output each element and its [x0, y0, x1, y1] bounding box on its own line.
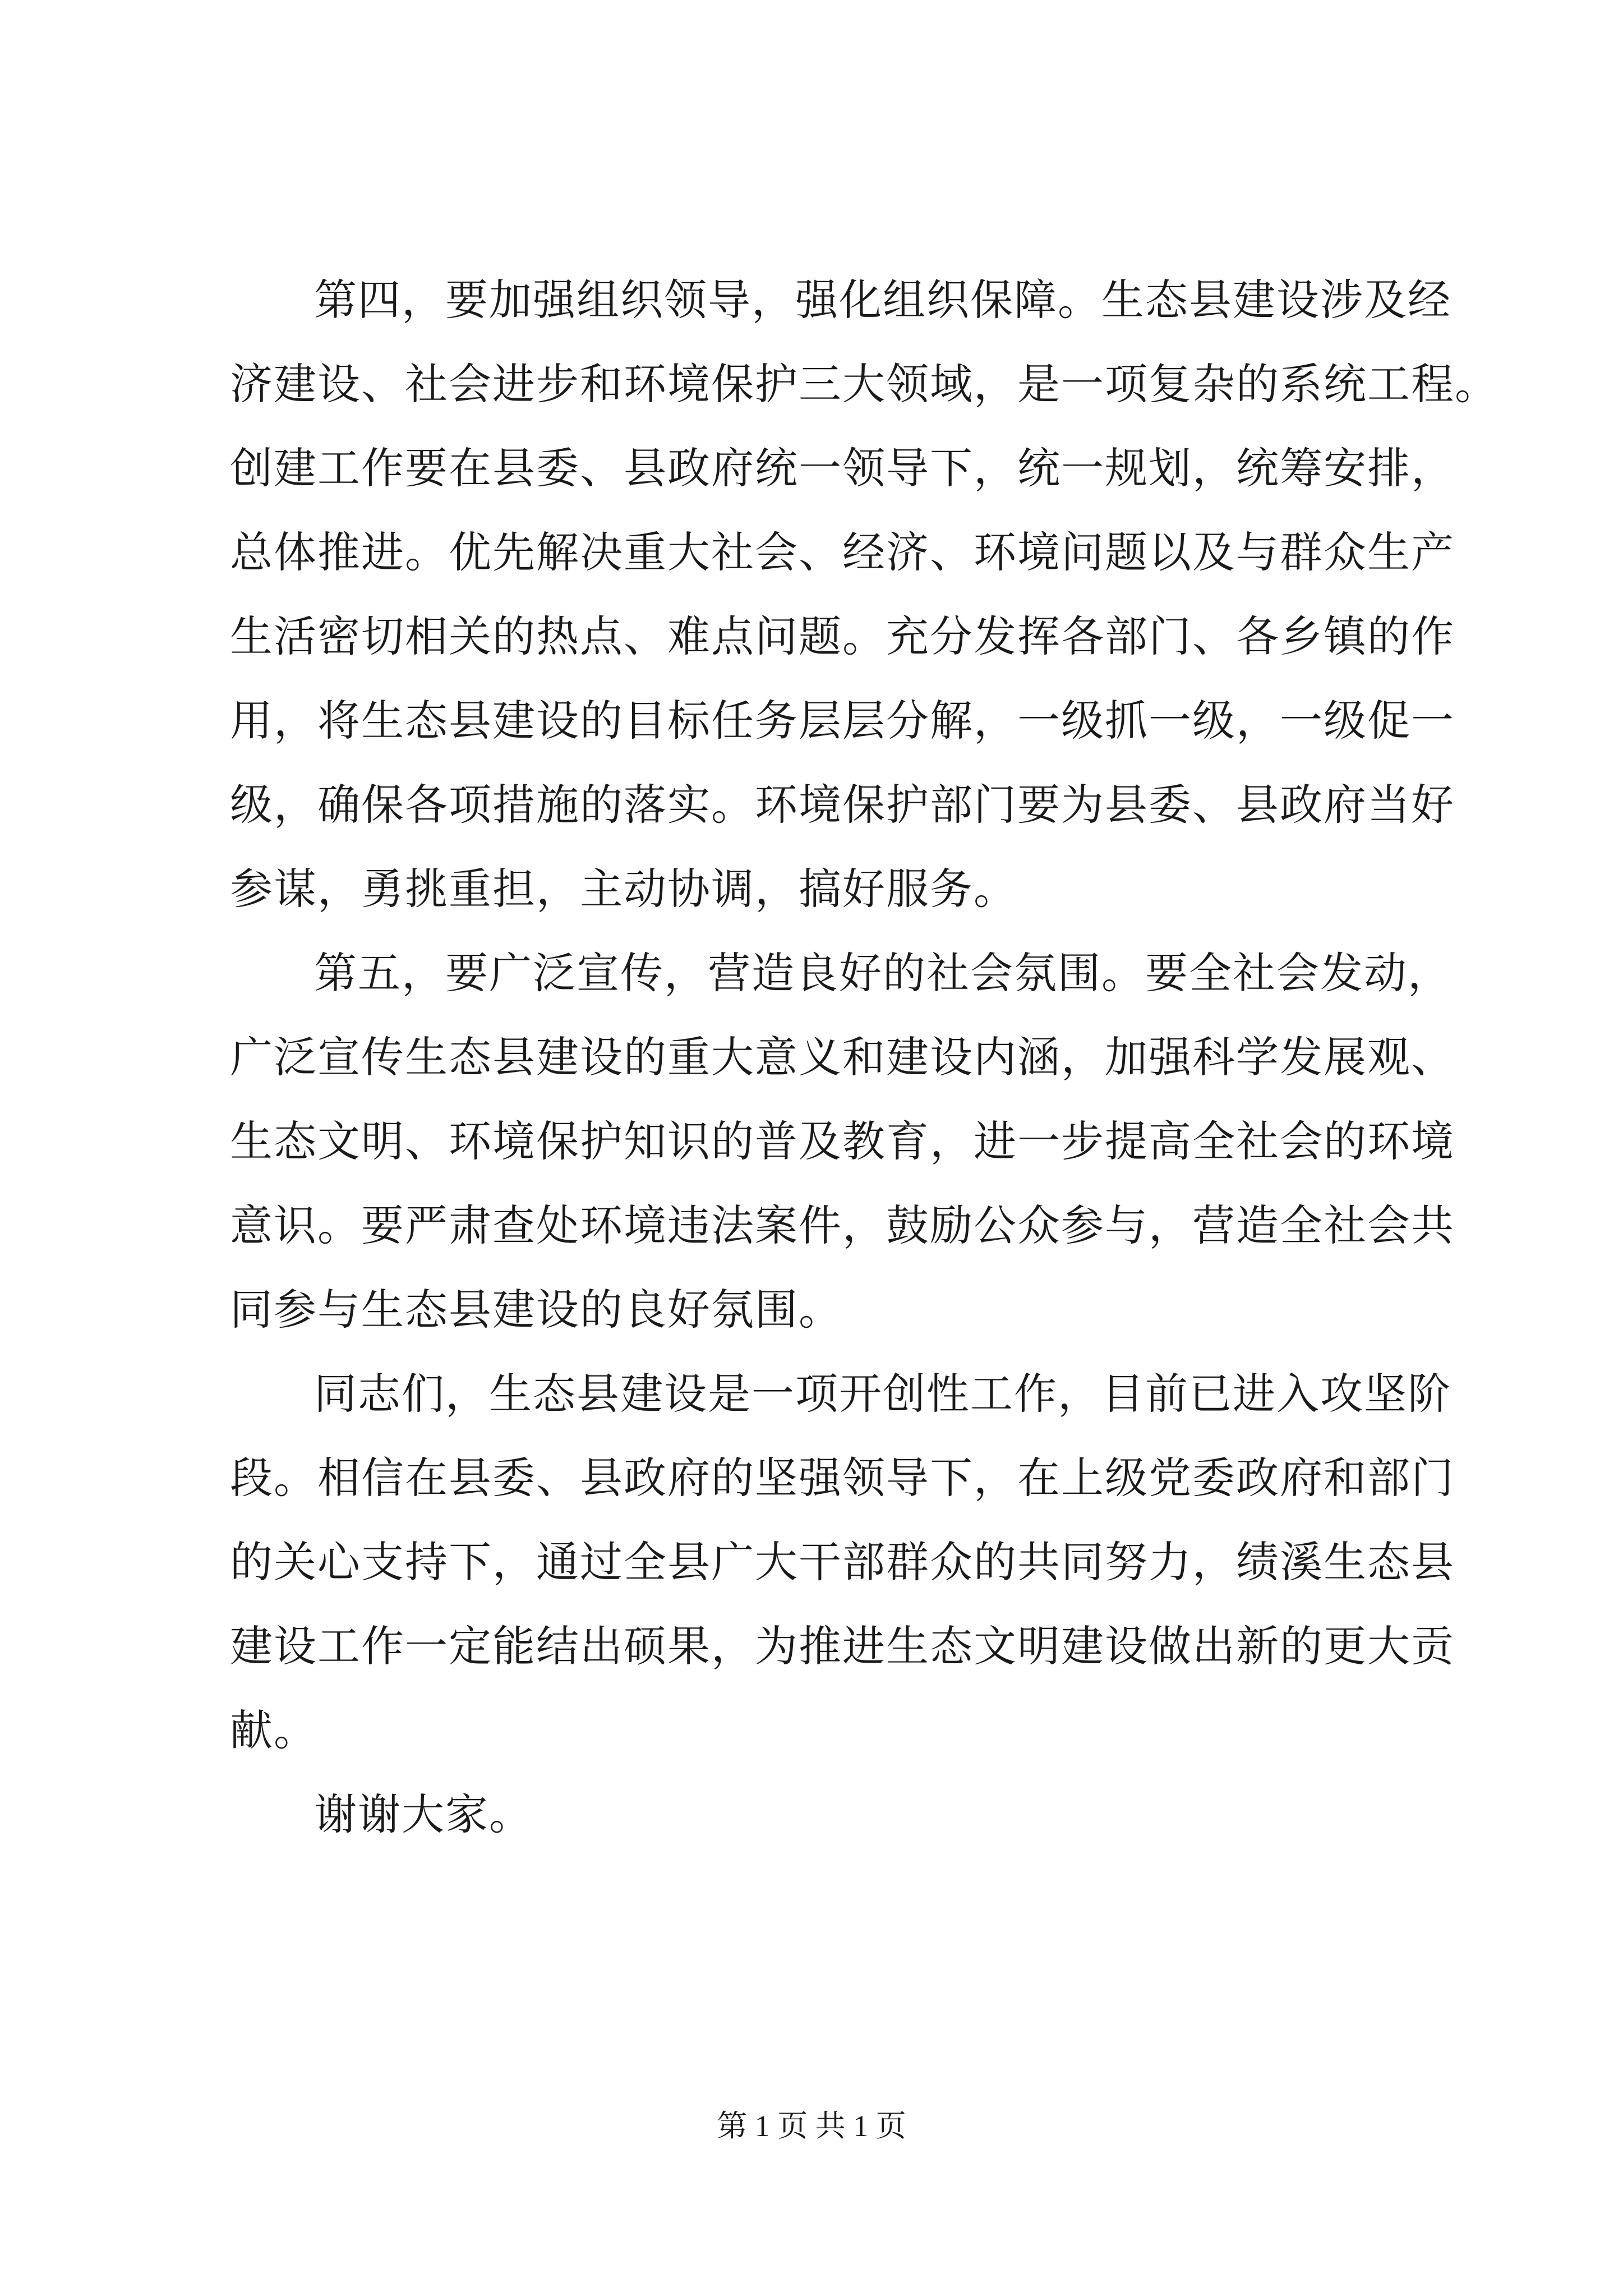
text-line: 级，确保各项措施的落实。环境保护部门要为县委、县政府当好	[230, 780, 1455, 830]
text-line: 广泛宣传生态县建设的重大意义和建设内涵，加强科学发展观、	[230, 1032, 1455, 1082]
text-line: 同志们，生态县建设是一项开创性工作，目前已进入攻坚阶	[314, 1369, 1451, 1419]
text-line: 的关心支持下，通过全县广大干部群众的共同努力，绩溪生态县	[230, 1537, 1455, 1587]
text-line: 第五，要广泛宣传，营造良好的社会氛围。要全社会发动，	[314, 948, 1451, 998]
paragraph-fifth-point	[230, 931, 1455, 1352]
text-line: 总体推进。优先解决重大社会、经济、环境问题以及与群众生产	[230, 527, 1455, 577]
text-line: 生态文明、环境保护知识的普及教育，进一步提高全社会的环境	[230, 1116, 1455, 1166]
text-line: 谢谢大家。	[314, 1789, 533, 1839]
text-line: 用，将生态县建设的目标任务层层分解，一级抓一级，一级促一	[230, 696, 1455, 746]
paragraph-thanks	[230, 1773, 1413, 1857]
paragraph-closing	[230, 1352, 1455, 1773]
text-line: 参谋，勇挑重担，主动协调，搞好服务。	[230, 864, 1017, 914]
text-line: 创建工作要在县委、县政府统一领导下，统一规划，统筹安排，	[230, 443, 1455, 493]
text-line: 第四，要加强组织领导，强化组织保障。生态县建设涉及经	[314, 275, 1451, 325]
text-line: 生活密切相关的热点、难点问题。充分发挥各部门、各乡镇的作	[230, 611, 1455, 661]
paragraph-fourth-point	[230, 258, 1498, 931]
document-body	[230, 258, 1498, 1857]
text-line: 献。	[230, 1705, 317, 1755]
text-line: 济建设、社会进步和环境保护三大领域，是一项复杂的系统工程。	[230, 359, 1498, 409]
text-line: 同参与生态县建设的良好氛围。	[230, 1285, 842, 1335]
text-line: 意识。要严肃查处环境违法案件，鼓励公众参与，营造全社会共	[230, 1200, 1455, 1250]
page-number-footer: 第 1 页 共 1 页	[717, 2109, 906, 2143]
text-line: 段。相信在县委、县政府的坚强领导下，在上级党委政府和部门	[230, 1453, 1455, 1503]
text-line: 建设工作一定能结出硕果，为推进生态文明建设做出新的更大贡	[230, 1621, 1455, 1671]
